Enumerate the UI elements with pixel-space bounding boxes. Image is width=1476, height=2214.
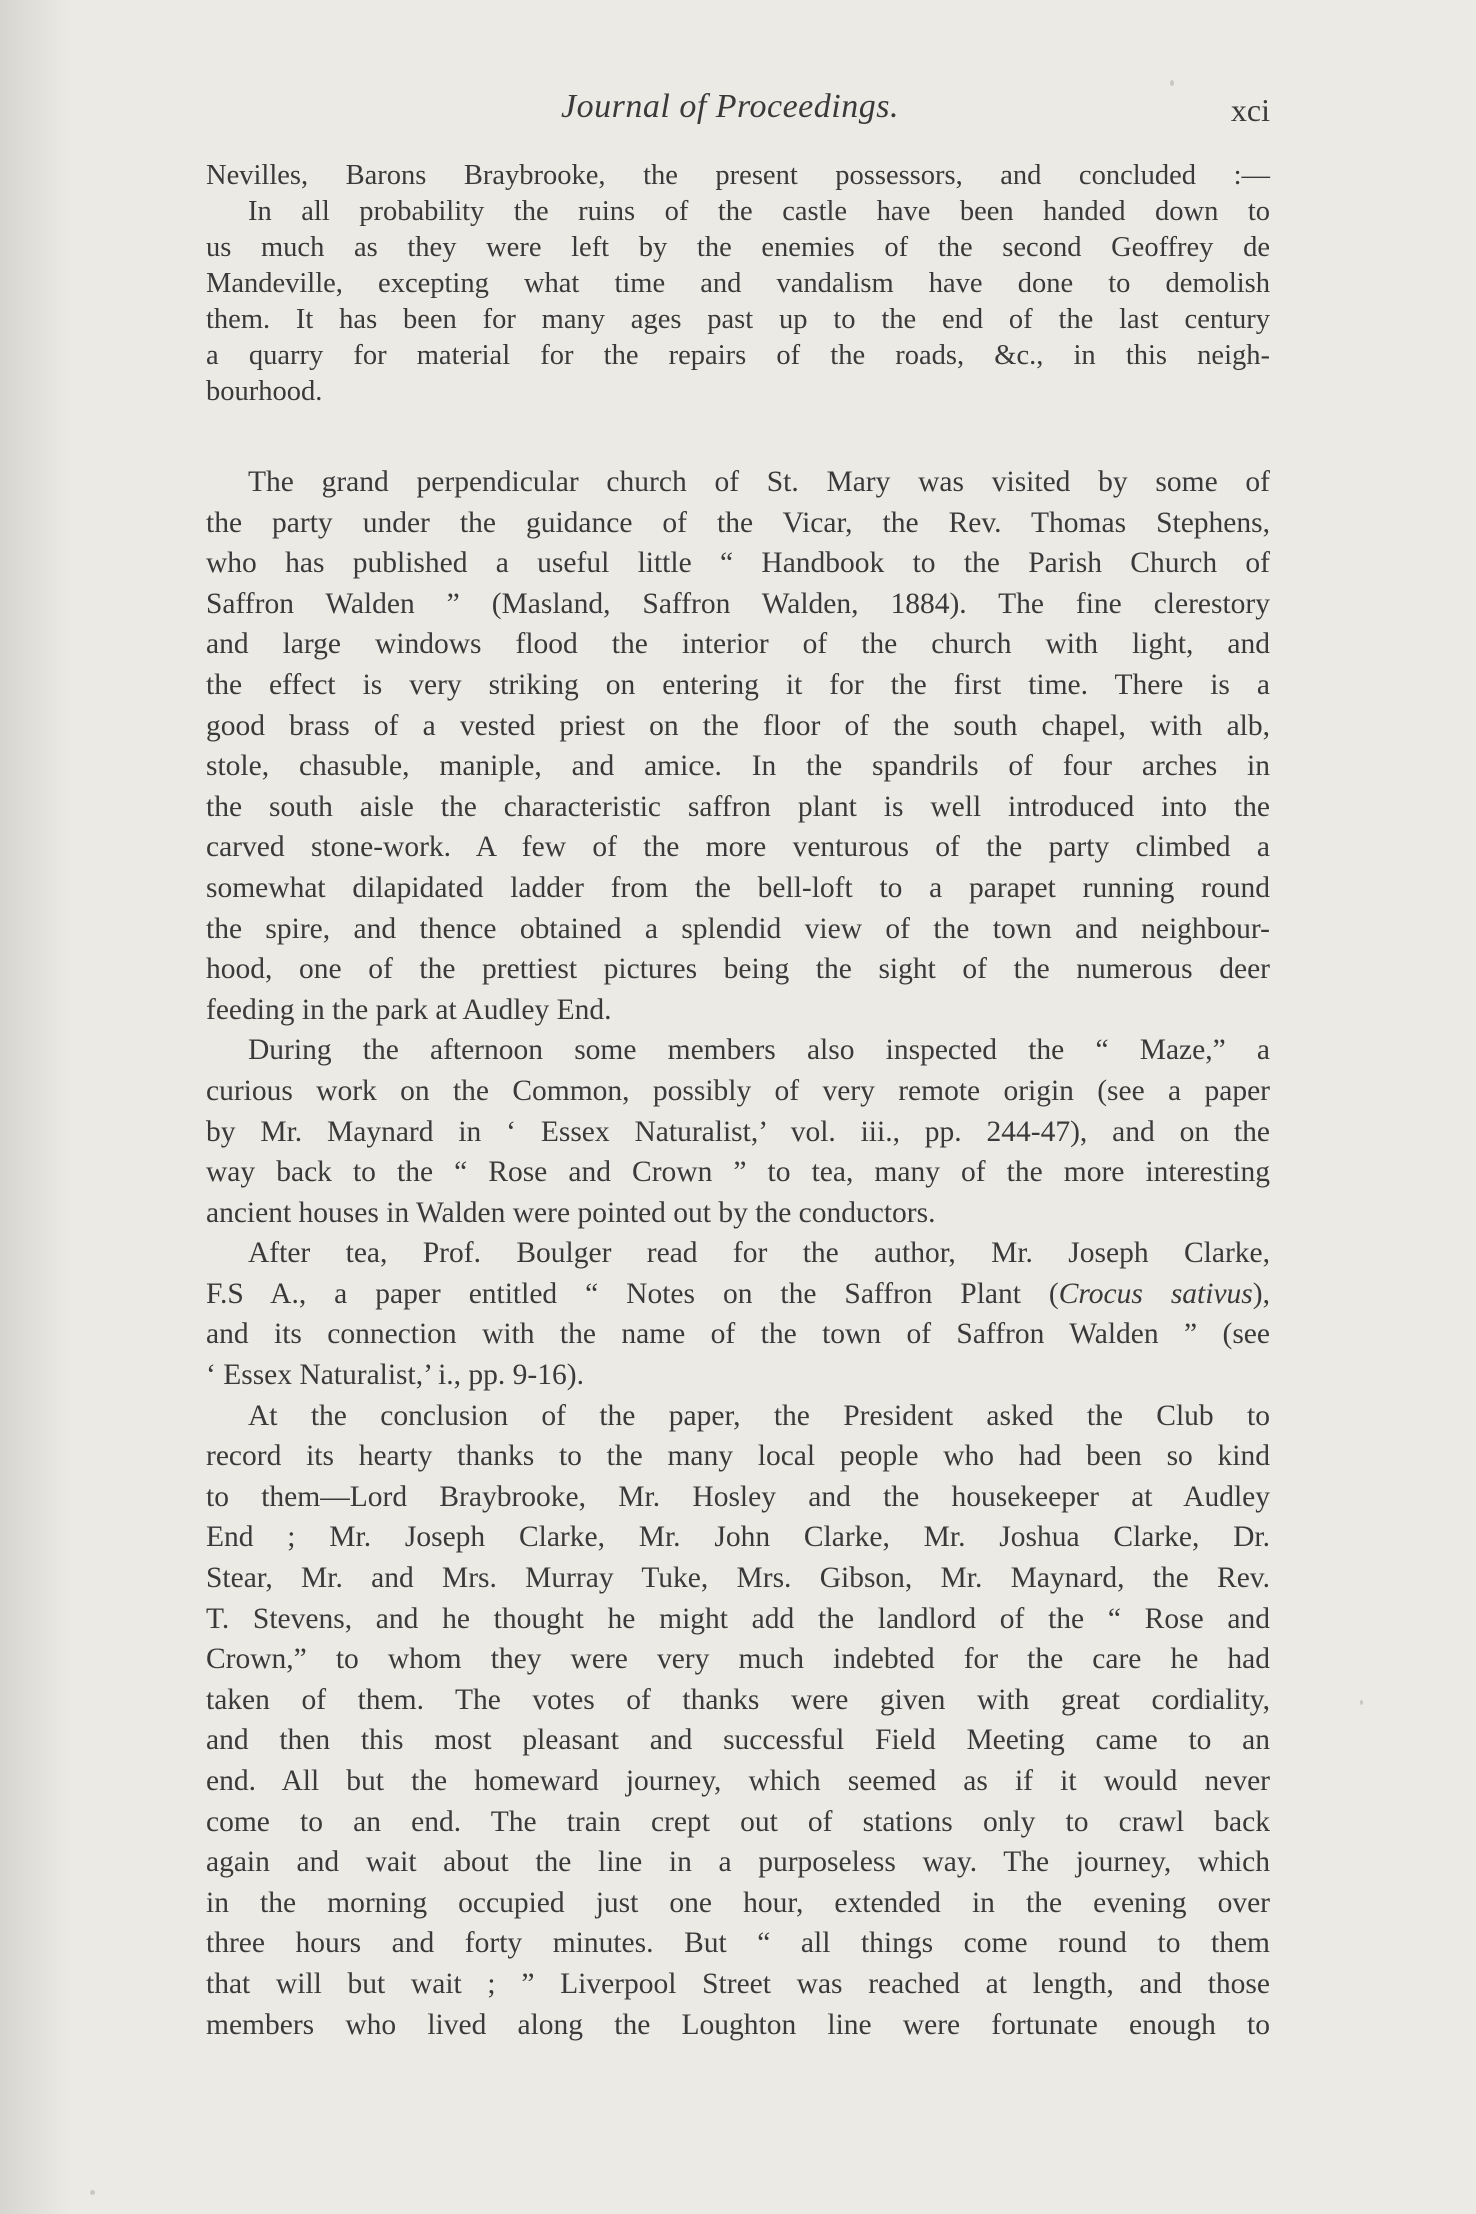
text-line: After tea, Prof. Boulger read for the author, Mr. Joseph Clarke, — [248, 1237, 1270, 1270]
text-line: stole, chasuble, maniple, and amice. In the spandrils of four arches in — [206, 750, 1270, 783]
text-line: who has published a useful little “ Handbook to the Parish Church of — [206, 547, 1270, 580]
body-text — [206, 462, 1270, 2045]
text-line: somewhat dilapidated ladder from the bell-loft to a parapet running round — [206, 871, 1270, 904]
text-line: The grand perpendicular church of St. Mary was visited by some of — [248, 466, 1270, 498]
running-header — [250, 88, 1270, 148]
text-line: Mandeville, excepting what time and vandalism have done to demolish — [206, 268, 1270, 299]
text-line: the spire, and thence obtained a splendid view of the town and neighbour- — [206, 912, 1270, 945]
text-line: T. Stevens, and he thought he might add the landlord of the “ Rose and — [206, 1602, 1270, 1635]
text-line: and large windows flood the interior of the church with light, and — [206, 628, 1270, 661]
text-line: During the afternoon some members also inspected the “ Maze,” a — [248, 1034, 1270, 1067]
text-line: the party under the guidance of the Vicar, the Rev. Thomas Stephens, — [206, 506, 1270, 539]
text-line: End ; Mr. Joseph Clarke, Mr. John Clarke, Mr. Joshua Clarke, Dr. — [206, 1521, 1270, 1554]
paper-speck — [1170, 80, 1174, 86]
text-line: a quarry for material for the repairs of the roads, &c., in this neigh- — [206, 340, 1270, 371]
text-line: ‘ Essex Naturalist,’ i., pp. 9-16). — [206, 1359, 584, 1392]
text-line: Nevilles, Barons Braybrooke, the present possessors, and concluded :— — [206, 160, 1270, 191]
text-line: to them—Lord Braybrooke, Mr. Hosley and the housekeeper at Audley — [206, 1480, 1270, 1513]
text-line: the south aisle the characteristic saffron plant is well introduced into the — [206, 790, 1270, 823]
text-line: record its hearty thanks to the many local people who had been so kind — [206, 1440, 1270, 1473]
text-line: way back to the “ Rose and Crown ” to tea, many of the more interesting — [206, 1156, 1270, 1189]
text-line: the effect is very striking on entering it for the first time. There is a — [206, 668, 1270, 701]
text-line: taken of them. The votes of thanks were given with great cordiality, — [206, 1683, 1270, 1716]
text-line: come to an end. The train crept out of stations only to crawl back — [206, 1805, 1270, 1838]
botanical-name: Crocus sativus — [1058, 1277, 1253, 1310]
text-line: Crown,” to whom they were very much indebted for the care he had — [206, 1643, 1270, 1676]
paper-speck — [90, 2190, 95, 2195]
text-line: in the morning occupied just one hour, extended in the evening over — [206, 1886, 1270, 1919]
text-line: three hours and forty minutes. But “ all things come round to them — [206, 1927, 1270, 1960]
text-line: us much as they were left by the enemies of the second Geoffrey de — [206, 232, 1270, 263]
page-number: xci — [1230, 92, 1270, 128]
text-line: At the conclusion of the paper, the President asked the Club to — [248, 1399, 1270, 1432]
text-line: feeding in the park at Audley End. — [206, 993, 612, 1026]
text-line: bourhood. — [206, 376, 323, 407]
text-line: and then this most pleasant and successful Field Meeting came to an — [206, 1724, 1270, 1757]
text-line: Saffron Walden ” (Masland, Saffron Walden, 1884). The fine clerestory — [206, 587, 1270, 620]
text-line: Stear, Mr. and Mrs. Murray Tuke, Mrs. Gibson, Mr. Maynard, the Rev. — [206, 1562, 1270, 1595]
page-gutter-shadow — [0, 0, 70, 2214]
text-line: them. It has been for many ages past up to the end of the last century — [206, 304, 1270, 335]
text-line: In all probability the ruins of the castle have been handed down to — [248, 196, 1270, 227]
text-line: good brass of a vested priest on the floor of the south chapel, with alb, — [206, 709, 1270, 742]
text-line: ancient houses in Walden were pointed out by the conductors. — [206, 1196, 936, 1229]
text-line: members who lived along the Loughton line were fortunate enough to — [206, 2008, 1270, 2041]
text-line: carved stone-work. A few of the more venturous of the party climbed a — [206, 831, 1270, 864]
text-line: again and wait about the line in a purposeless way. The journey, which — [206, 1846, 1270, 1879]
running-title: Journal of Proceedings. — [561, 88, 899, 125]
text-line: end. All but the homeward journey, which seemed as if it would never — [206, 1765, 1270, 1797]
text-line: that will but wait ; ” Liverpool Street was reached at length, and those — [206, 1967, 1270, 2000]
text-line: curious work on the Common, possibly of very remote origin (see a paper — [206, 1074, 1270, 1107]
text-line: and its connection with the name of the town of Saffron Walden ” (see — [206, 1318, 1270, 1351]
quoted-passage — [206, 158, 1270, 410]
text-line: hood, one of the prettiest pictures being the sight of the numerous deer — [206, 953, 1270, 986]
text-line: F.S A., a paper entitled “ Notes on the Saffron Plant (Crocus sativus), — [206, 1277, 1270, 1310]
paper-speck — [1360, 1700, 1363, 1705]
text-line: by Mr. Maynard in ‘ Essex Naturalist,’ vol. iii., pp. 244-47), and on the — [206, 1115, 1270, 1148]
